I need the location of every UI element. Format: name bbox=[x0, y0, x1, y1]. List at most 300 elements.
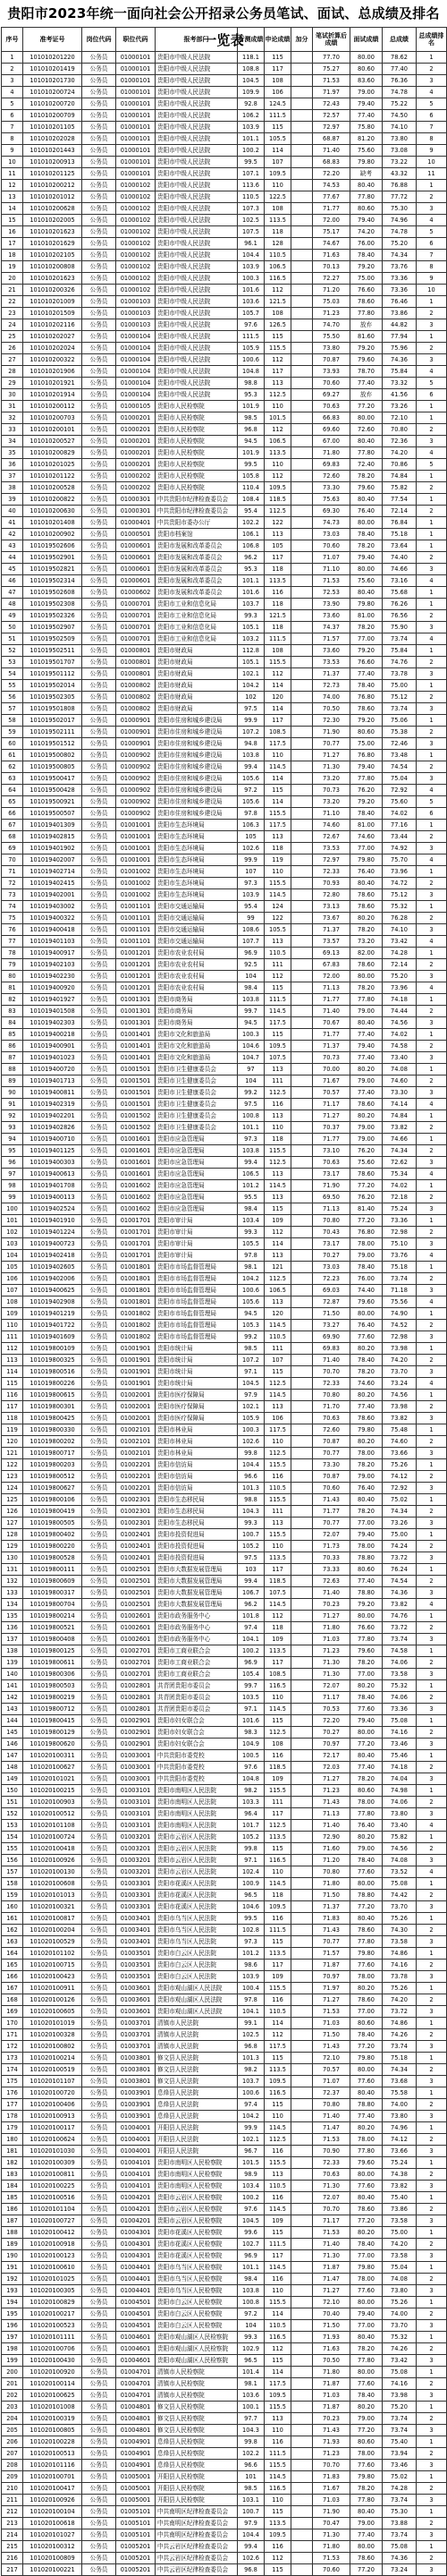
cell-rank: 1 bbox=[417, 1750, 447, 1762]
cell-written-converted: 75.50 bbox=[313, 331, 350, 343]
cell-index: 137 bbox=[2, 1634, 23, 1645]
cell-ticket: 101020100618 bbox=[23, 2518, 82, 2529]
cell-position-code: 01003601 bbox=[116, 1994, 156, 2006]
cell-post-type: 公务员 bbox=[82, 2053, 116, 2064]
cell-bonus bbox=[291, 1506, 313, 1518]
cell-total: 74.00 bbox=[383, 2099, 417, 2111]
cell-total: 74.86 bbox=[383, 2018, 417, 2029]
cell-index: 157 bbox=[2, 1866, 23, 1878]
cell-post-type: 公务员 bbox=[82, 2518, 116, 2529]
cell-bonus bbox=[291, 1041, 313, 1052]
cell-interview: 79.00 bbox=[350, 1122, 383, 1134]
cell-department: 修文县人民法院 bbox=[156, 2053, 238, 2064]
cell-rank: 11 bbox=[417, 168, 447, 180]
cell-position-code: 01004201 bbox=[116, 2204, 156, 2215]
table-row bbox=[2, 2146, 447, 2157]
cell-position-code: 01000301 bbox=[116, 494, 156, 506]
cell-xingce: 96.6 bbox=[238, 2460, 265, 2471]
cell-rank: 3 bbox=[417, 1808, 447, 1820]
cell-position-code: 01002401 bbox=[116, 1541, 156, 1552]
cell-total: 75.20 bbox=[383, 238, 417, 250]
cell-post-type: 公务员 bbox=[82, 1203, 116, 1215]
cell-ticket: 101020101027 bbox=[23, 2529, 82, 2541]
cell-index: 143 bbox=[2, 1704, 23, 1715]
cell-shenlun: 110 bbox=[265, 401, 291, 412]
cell-position-code: 01003501 bbox=[116, 1960, 156, 1971]
cell-position-code: 01000102 bbox=[116, 226, 156, 238]
cell-position-code: 01003901 bbox=[116, 2087, 156, 2099]
cell-ticket: 101019400710 bbox=[23, 1134, 82, 1145]
cell-position-code: 01002301 bbox=[116, 1494, 156, 1506]
cell-department: 贵阳市妇女联合会 bbox=[156, 1715, 238, 1727]
cell-bonus bbox=[291, 2471, 313, 2483]
cell-shenlun: 109 bbox=[265, 1773, 291, 1785]
cell-written-converted: 71.80 bbox=[313, 2541, 350, 2553]
cell-position-code: 01001602 bbox=[116, 1203, 156, 1215]
cell-shenlun: 118 bbox=[265, 622, 291, 633]
cell-bonus bbox=[291, 2274, 313, 2285]
cell-shenlun: 112.5 bbox=[265, 389, 291, 401]
cell-bonus bbox=[291, 668, 313, 680]
cell-bonus bbox=[291, 529, 313, 540]
cell-position-code: 01003501 bbox=[116, 1948, 156, 1960]
table-row bbox=[2, 1424, 447, 1436]
cell-shenlun: 112.5 bbox=[265, 2134, 291, 2146]
cell-bonus bbox=[291, 273, 313, 285]
cell-position-code: 01002701 bbox=[116, 1669, 156, 1680]
cell-department: 中共云岩区纪律检查委员会 bbox=[156, 2553, 238, 2564]
cell-department: 贵阳市中级人民法院 bbox=[156, 98, 238, 110]
cell-total: 73.76 bbox=[383, 261, 417, 273]
cell-interview: 80.60 bbox=[350, 1564, 383, 1576]
cell-xingce: 106.7 bbox=[238, 1587, 265, 1599]
cell-total: 74.30 bbox=[383, 1925, 417, 1936]
cell-shenlun: 114 bbox=[265, 2367, 291, 2378]
cell-ticket: 101019502314 bbox=[23, 575, 82, 587]
cell-interview: 79.40 bbox=[350, 761, 383, 773]
cell-bonus bbox=[291, 761, 313, 773]
cell-written-converted: 73.13 bbox=[313, 901, 350, 913]
table-row bbox=[2, 2541, 447, 2553]
cell-total: 76.24 bbox=[383, 1564, 417, 1576]
cell-xingce: 98.8 bbox=[238, 1494, 265, 1506]
cell-department: 息烽县人民法院 bbox=[156, 2111, 238, 2122]
cell-rank: 1 bbox=[417, 1494, 447, 1506]
cell-rank: 3 bbox=[417, 1971, 447, 1983]
cell-bonus bbox=[291, 785, 313, 796]
cell-bonus bbox=[291, 2134, 313, 2146]
cell-written-converted: 70.60 bbox=[313, 540, 350, 552]
cell-total: 73.58 bbox=[383, 1936, 417, 1948]
cell-bonus bbox=[291, 1564, 313, 1576]
cell-ticket: 101019400218 bbox=[23, 1029, 82, 1041]
cell-post-type: 公务员 bbox=[82, 2239, 116, 2250]
cell-post-type: 公务员 bbox=[82, 866, 116, 878]
cell-index: 204 bbox=[2, 2413, 23, 2425]
cell-department: 息烽县人民检察院 bbox=[156, 2460, 238, 2471]
cell-department: 中共云岩区纪律检查委员会 bbox=[156, 2541, 238, 2553]
cell-xingce: 95.4 bbox=[238, 506, 265, 517]
cell-department: 贵阳市中级人民法院 bbox=[156, 52, 238, 64]
cell-interview: 80.60 bbox=[350, 727, 383, 738]
cell-shenlun: 113.5 bbox=[265, 1832, 291, 1843]
cell-written-converted: 73.53 bbox=[313, 843, 350, 854]
cell-index: 32 bbox=[2, 412, 23, 424]
cell-index: 42 bbox=[2, 529, 23, 540]
cell-rank: 2 bbox=[417, 1762, 447, 1773]
cell-department: 贵阳市白云区人民检察院 bbox=[156, 2297, 238, 2308]
cell-position-code: 01002001 bbox=[116, 1413, 156, 1424]
cell-bonus bbox=[291, 773, 313, 785]
cell-interview: 80.20 bbox=[350, 2122, 383, 2134]
cell-total: 74.76 bbox=[383, 657, 417, 668]
cell-shenlun: 109.5 bbox=[265, 2076, 291, 2087]
cell-total: 73.68 bbox=[383, 2076, 417, 2087]
cell-ticket: 101019403002 bbox=[23, 901, 82, 913]
cell-written-converted: 71.40 bbox=[313, 1355, 350, 1366]
cell-position-code: 01004201 bbox=[116, 2192, 156, 2204]
cell-ticket: 101020100305 bbox=[23, 2285, 82, 2297]
cell-department: 贵阳市白云区人民法院 bbox=[156, 1971, 238, 1983]
table-row bbox=[2, 1576, 447, 1587]
cell-xingce: 107.2 bbox=[238, 1355, 265, 1366]
cell-post-type: 公务员 bbox=[82, 982, 116, 994]
cell-written-converted: 68.83 bbox=[313, 157, 350, 168]
cell-ticket: 101019402230 bbox=[23, 971, 82, 982]
cell-total: 74.16 bbox=[383, 1960, 417, 1971]
cell-total: 41.56 bbox=[383, 389, 417, 401]
cell-xingce: 104.3 bbox=[238, 2425, 265, 2436]
cell-bonus bbox=[291, 1192, 313, 1203]
table-row bbox=[2, 773, 447, 785]
cell-xingce: 107.1 bbox=[238, 168, 265, 180]
cell-written-converted: 72.17 bbox=[313, 1750, 350, 1762]
cell-bonus bbox=[291, 1785, 313, 1797]
cell-ticket: 101019501112 bbox=[23, 668, 82, 680]
cell-shenlun: 117 bbox=[265, 366, 291, 378]
cell-total: 75.90 bbox=[383, 622, 417, 633]
cell-position-code: 01001201 bbox=[116, 971, 156, 982]
cell-department: 中共贵阳市委党校 bbox=[156, 1762, 238, 1773]
cell-xingce: 109.9 bbox=[238, 87, 265, 98]
cell-ticket: 101020100516 bbox=[23, 2192, 82, 2204]
cell-shenlun: 112 bbox=[265, 2029, 291, 2041]
cell-department: 贵阳市南明区人民法院 bbox=[156, 1785, 238, 1797]
cell-rank: 2 bbox=[417, 308, 447, 319]
cell-written-converted: 74.53 bbox=[313, 180, 350, 191]
cell-position-code: 01004101 bbox=[116, 2169, 156, 2181]
cell-interview: 76.80 bbox=[350, 1227, 383, 1238]
cell-index: 186 bbox=[2, 2204, 23, 2215]
cell-position-code: 01002401 bbox=[116, 1552, 156, 1564]
cell-shenlun: 108 bbox=[265, 203, 291, 215]
cell-total: 73.78 bbox=[383, 668, 417, 680]
cell-written-converted: 71.80 bbox=[313, 1622, 350, 1634]
cell-written-converted: 73.17 bbox=[313, 1238, 350, 1250]
cell-bonus bbox=[291, 1645, 313, 1657]
cell-total: 73.26 bbox=[383, 1518, 417, 1529]
cell-rank: 1 bbox=[417, 517, 447, 529]
table-row bbox=[2, 110, 447, 122]
cell-written-converted: 72.00 bbox=[313, 971, 350, 982]
cell-total: 73.36 bbox=[383, 273, 417, 285]
cell-written-converted: 66.83 bbox=[313, 412, 350, 424]
cell-xingce: 104.1 bbox=[238, 2006, 265, 2018]
cell-position-code: 01002001 bbox=[116, 1401, 156, 1413]
cell-shenlun: 110 bbox=[265, 2495, 291, 2506]
cell-post-type: 公务员 bbox=[82, 180, 116, 191]
cell-shenlun: 117 bbox=[265, 1657, 291, 1669]
table-row bbox=[2, 261, 447, 273]
cell-ticket: 101020100523 bbox=[23, 2320, 82, 2332]
cell-total: 74.92 bbox=[383, 843, 417, 854]
cell-department: 贵阳市中级人民法院 bbox=[156, 145, 238, 157]
cell-department: 中共南明区纪律检查委员会 bbox=[156, 2529, 238, 2541]
cell-ticket: 101010201906 bbox=[23, 366, 82, 378]
cell-position-code: 01004501 bbox=[116, 2297, 156, 2308]
cell-total: 75.82 bbox=[383, 482, 417, 494]
cell-xingce: 104 bbox=[238, 971, 265, 982]
cell-ticket: 101010201509 bbox=[23, 308, 82, 319]
cell-xingce: 104.1 bbox=[238, 1634, 265, 1645]
cell-interview: 78.60 bbox=[350, 1413, 383, 1424]
cell-shenlun: 113 bbox=[265, 936, 291, 948]
cell-index: 40 bbox=[2, 506, 23, 517]
cell-interview: 77.40 bbox=[350, 1762, 383, 1773]
table-row bbox=[2, 506, 447, 517]
cell-written-converted: 73.90 bbox=[313, 599, 350, 610]
cell-index: 164 bbox=[2, 1948, 23, 1960]
cell-interview: 80.40 bbox=[350, 1750, 383, 1762]
col-header-index: 序号 bbox=[2, 28, 23, 52]
cell-interview: 80.20 bbox=[350, 1064, 383, 1075]
cell-total: 73.82 bbox=[383, 1122, 417, 1134]
table-row bbox=[2, 703, 447, 715]
cell-ticket: 101019800704 bbox=[23, 1599, 82, 1611]
cell-shenlun: 115.5 bbox=[265, 1529, 291, 1541]
cell-index: 146 bbox=[2, 1739, 23, 1750]
cell-position-code: 01003201 bbox=[116, 1832, 156, 1843]
table-row bbox=[2, 1948, 447, 1960]
cell-rank: 2 bbox=[417, 1192, 447, 1203]
cell-ticket: 101019800717 bbox=[23, 1448, 82, 1459]
cell-post-type: 公务员 bbox=[82, 761, 116, 773]
cell-shenlun: 110 bbox=[265, 1541, 291, 1552]
cell-index: 149 bbox=[2, 1773, 23, 1785]
cell-interview: 78.20 bbox=[350, 622, 383, 633]
cell-rank: 1 bbox=[417, 2192, 447, 2204]
cell-written-converted: 71.03 bbox=[313, 2018, 350, 2029]
cell-total: 75.70 bbox=[383, 854, 417, 866]
cell-total: 74.60 bbox=[383, 1436, 417, 1448]
cell-bonus bbox=[291, 517, 313, 529]
cell-written-converted: 69.50 bbox=[313, 1192, 350, 1203]
cell-department: 贵阳市南明区人民法院 bbox=[156, 1808, 238, 1820]
cell-xingce: 100.2 bbox=[238, 145, 265, 157]
cell-index: 18 bbox=[2, 250, 23, 261]
cell-bonus bbox=[291, 378, 313, 389]
cell-interview: 78.40 bbox=[350, 808, 383, 820]
table-row bbox=[2, 843, 447, 854]
cell-bonus bbox=[291, 2436, 313, 2448]
cell-shenlun: 121.5 bbox=[265, 610, 291, 622]
results-table bbox=[1, 27, 447, 2576]
cell-bonus bbox=[291, 1413, 313, 1424]
cell-shenlun: 117.5 bbox=[265, 738, 291, 750]
table-row bbox=[2, 64, 447, 75]
cell-index: 203 bbox=[2, 2402, 23, 2413]
cell-xingce: 96.9 bbox=[238, 1657, 265, 1669]
cell-total: 73.70 bbox=[383, 1366, 417, 1378]
cell-shenlun: 118 bbox=[265, 599, 291, 610]
table-row bbox=[2, 168, 447, 180]
cell-post-type: 公务员 bbox=[82, 1169, 116, 1180]
cell-post-type: 公务员 bbox=[82, 1820, 116, 1832]
cell-total: 75.26 bbox=[383, 1913, 417, 1925]
cell-written-converted: 67.00 bbox=[313, 436, 350, 447]
cell-index: 112 bbox=[2, 1343, 23, 1355]
cell-written-converted: 69.27 bbox=[313, 389, 350, 401]
cell-ticket: 101020100610 bbox=[23, 2262, 82, 2274]
cell-interview: 80.00 bbox=[350, 1308, 383, 1320]
cell-total: 74.16 bbox=[383, 2378, 417, 2390]
cell-shenlun: 112.5 bbox=[265, 1157, 291, 1169]
cell-interview: 79.40 bbox=[350, 1041, 383, 1052]
cell-ticket: 101019800516 bbox=[23, 1366, 82, 1378]
table-row bbox=[2, 2332, 447, 2343]
cell-rank: 3 bbox=[417, 1483, 447, 1494]
cell-shenlun: 113.5 bbox=[265, 575, 291, 587]
cell-rank: 1 bbox=[417, 1064, 447, 1075]
cell-shenlun: 113.5 bbox=[265, 1552, 291, 1564]
cell-department: 贵阳市人民检察院 bbox=[156, 401, 238, 412]
cell-department: 贵阳市市场监督管理局 bbox=[156, 1285, 238, 1297]
cell-department: 贵阳市住房和城乡建设局 bbox=[156, 750, 238, 761]
cell-rank: 2 bbox=[417, 482, 447, 494]
table-row bbox=[2, 1983, 447, 1994]
cell-department: 贵阳市大数据发展管理局 bbox=[156, 1576, 238, 1587]
cell-bonus bbox=[291, 1006, 313, 1017]
cell-rank: 1 bbox=[417, 412, 447, 424]
cell-interview: 76.40 bbox=[350, 506, 383, 517]
cell-written-converted: 73.60 bbox=[313, 610, 350, 622]
cell-written-converted: 70.23 bbox=[313, 2413, 350, 2425]
cell-shenlun: 116 bbox=[265, 1471, 291, 1483]
cell-department: 贵阳市中级人民法院 bbox=[156, 110, 238, 122]
table-row bbox=[2, 75, 447, 87]
cell-total: 75.20 bbox=[383, 2402, 417, 2413]
cell-ticket: 101010200822 bbox=[23, 494, 82, 506]
cell-post-type: 公务员 bbox=[82, 226, 116, 238]
cell-interview: 77.40 bbox=[350, 110, 383, 122]
cell-interview: 77.80 bbox=[350, 308, 383, 319]
table-row bbox=[2, 482, 447, 494]
cell-ticket: 101019401023 bbox=[23, 1052, 82, 1064]
cell-total: 75.18 bbox=[383, 2053, 417, 2064]
cell-interview: 77.20 bbox=[350, 1180, 383, 1192]
cell-ticket: 101019800615 bbox=[23, 1390, 82, 1401]
cell-ticket: 101010201623 bbox=[23, 226, 82, 238]
col-header-written-converted: 笔试折算后成绩 bbox=[313, 28, 350, 52]
cell-xingce: 110.5 bbox=[238, 191, 265, 203]
table-row bbox=[2, 1331, 447, 1343]
cell-interview: 76.40 bbox=[350, 866, 383, 878]
cell-rank: 2 bbox=[417, 1355, 447, 1366]
cell-xingce: 96.2 bbox=[238, 1599, 265, 1611]
cell-total: 74.34 bbox=[383, 250, 417, 261]
cell-shenlun: 113 bbox=[265, 1192, 291, 1203]
cell-index: 25 bbox=[2, 331, 23, 343]
cell-bonus bbox=[291, 2553, 313, 2564]
table-row bbox=[2, 1041, 447, 1052]
cell-xingce: 106.5 bbox=[238, 1169, 265, 1180]
cell-ticket: 101019500428 bbox=[23, 785, 82, 796]
cell-total: 74.60 bbox=[383, 1075, 417, 1087]
cell-ticket: 101019500507 bbox=[23, 808, 82, 820]
cell-shenlun: 111.5 bbox=[265, 994, 291, 1006]
cell-shenlun: 115.5 bbox=[265, 1494, 291, 1506]
table-row bbox=[2, 1483, 447, 1494]
cell-department: 贵阳市中级人民法院 bbox=[156, 64, 238, 75]
cell-position-code: 01000801 bbox=[116, 668, 156, 680]
cell-position-code: 01001002 bbox=[116, 878, 156, 889]
cell-position-code: 01002201 bbox=[116, 1459, 156, 1471]
cell-xingce: 95.4 bbox=[238, 901, 265, 913]
cell-post-type: 公务员 bbox=[82, 645, 116, 657]
cell-interview: 80.00 bbox=[350, 2169, 383, 2181]
cell-total: 77.54 bbox=[383, 494, 417, 506]
cell-rank: 2 bbox=[417, 1890, 447, 1901]
cell-rank: 1 bbox=[417, 180, 447, 191]
table-row bbox=[2, 2448, 447, 2460]
cell-position-code: 01001801 bbox=[116, 1273, 156, 1285]
cell-shenlun: 118 bbox=[265, 226, 291, 238]
cell-department: 贵阳市观山湖区人民检察院 bbox=[156, 2343, 238, 2355]
cell-interview: 78.60 bbox=[350, 889, 383, 901]
cell-index: 114 bbox=[2, 1366, 23, 1378]
cell-position-code: 01005001 bbox=[116, 2471, 156, 2483]
cell-bonus bbox=[291, 1576, 313, 1587]
cell-department: 清镇市人民检察院 bbox=[156, 2378, 238, 2390]
cell-rank: 3 bbox=[417, 2250, 447, 2262]
cell-xingce: 102.8 bbox=[238, 1925, 265, 1936]
cell-written-converted: 71.77 bbox=[313, 1134, 350, 1145]
cell-ticket: 101020101013 bbox=[23, 1890, 82, 1901]
cell-index: 154 bbox=[2, 1832, 23, 1843]
cell-shenlun: 115 bbox=[265, 2564, 291, 2576]
cell-department: 贵阳市中级人民法院 bbox=[156, 87, 238, 98]
cell-rank: 3 bbox=[417, 2181, 447, 2192]
cell-total: 43.32 bbox=[383, 168, 417, 180]
cell-index: 179 bbox=[2, 2122, 23, 2134]
cell-total: 75.10 bbox=[383, 1238, 417, 1250]
cell-bonus bbox=[291, 610, 313, 622]
cell-written-converted: 70.60 bbox=[313, 378, 350, 389]
cell-department: 贵阳市市场监督管理局 bbox=[156, 1320, 238, 1331]
cell-bonus bbox=[291, 1215, 313, 1227]
cell-total: 73.72 bbox=[383, 1552, 417, 1564]
cell-ticket: 101019502111 bbox=[23, 727, 82, 738]
cell-bonus bbox=[291, 2297, 313, 2308]
cell-interview: 82.00 bbox=[350, 948, 383, 959]
cell-total: 75.02 bbox=[383, 2471, 417, 2483]
cell-department: 清镇市人民法院 bbox=[156, 2018, 238, 2029]
cell-total: 73.96 bbox=[383, 866, 417, 878]
cell-rank: 1 bbox=[417, 750, 447, 761]
table-row bbox=[2, 1157, 447, 1169]
cell-interview: 78.80 bbox=[350, 1890, 383, 1901]
cell-department: 贵阳市云岩区人民检察院 bbox=[156, 2192, 238, 2204]
